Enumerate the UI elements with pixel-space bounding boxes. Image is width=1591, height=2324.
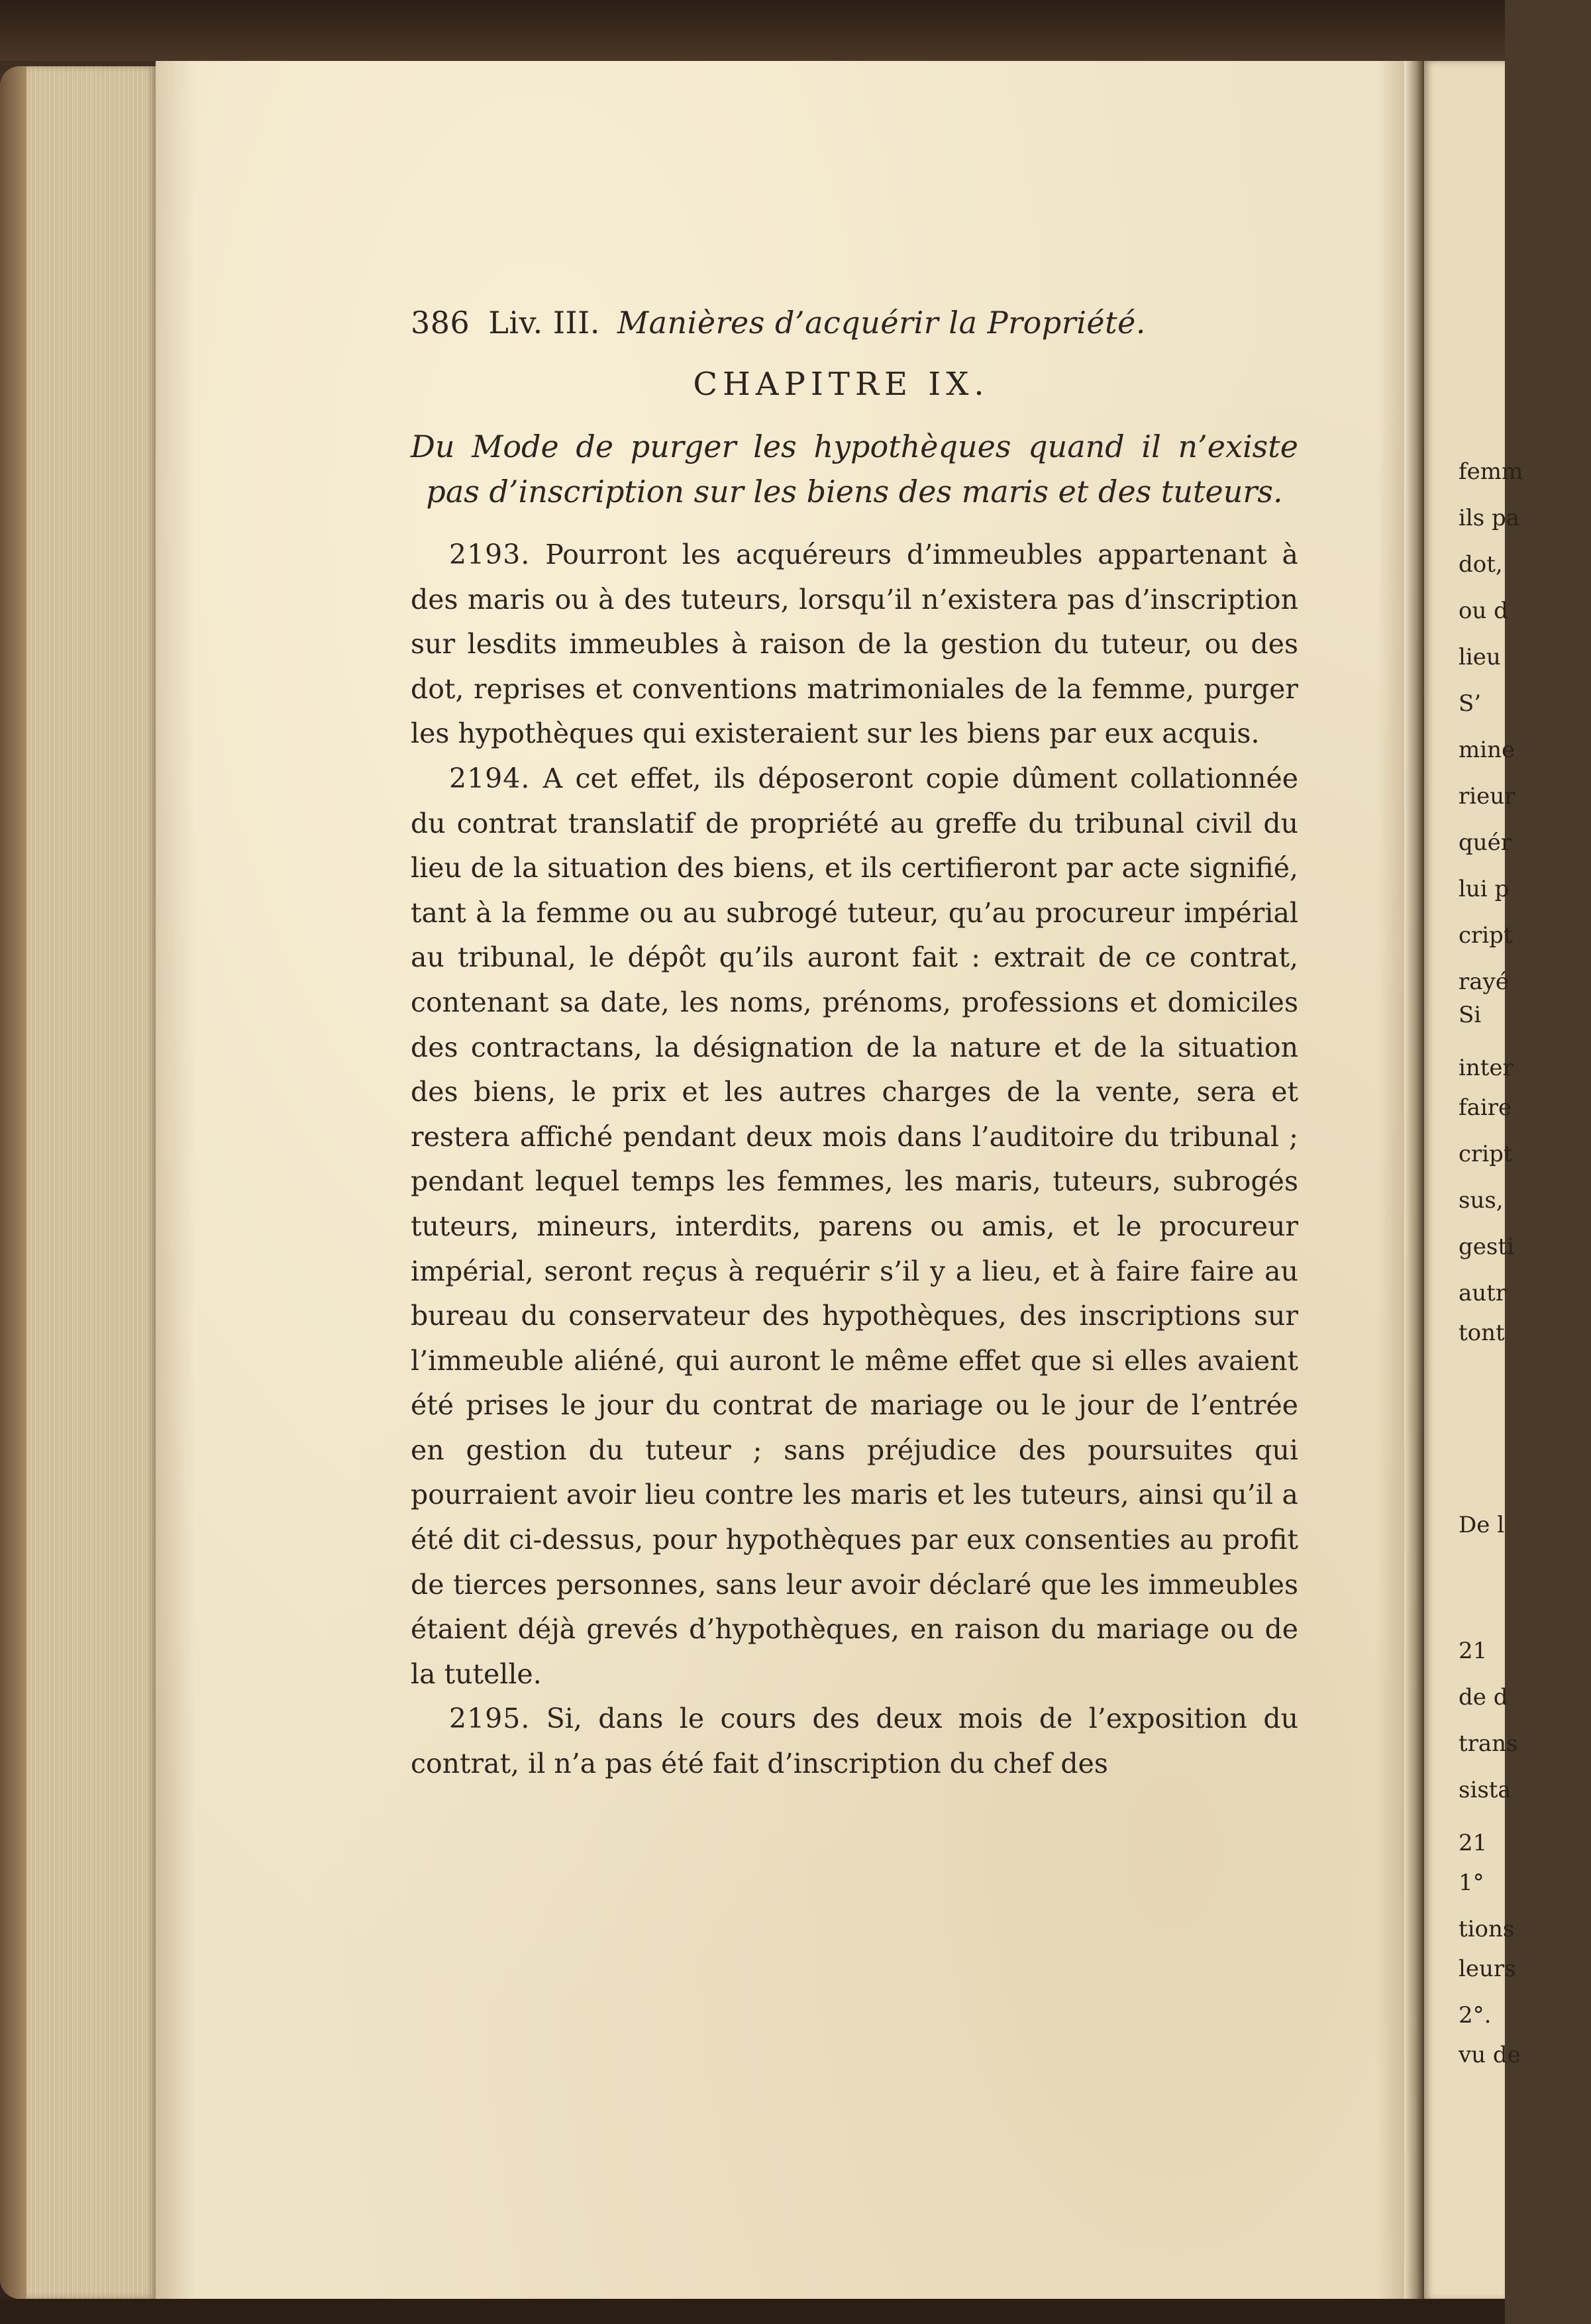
facing-page-fragment: lui p — [1459, 876, 1510, 902]
article-2195 — [411, 1697, 1298, 1786]
text-block — [411, 305, 1298, 1787]
facing-page-fragment: lieu — [1459, 644, 1501, 670]
gutter-shadow — [1404, 61, 1424, 2300]
article-2194 — [411, 757, 1298, 1697]
background-bottom — [0, 2299, 1505, 2324]
article-number: 2194. — [449, 762, 531, 794]
facing-page-fragment: 21 — [1459, 1830, 1488, 1856]
background-top — [0, 0, 1505, 61]
book-label: Liv. III. — [488, 305, 600, 341]
facing-page-fragment: rieur — [1459, 783, 1515, 810]
article-text: Pourront les acquéreurs d’immeubles appartenant à des maris ou à des tuteurs, lorsqu’il n’existera pas d’inscription sur lesdits immeubles à raison de la gestion du tuteur, ou des dot, reprises et conventions matrimoniales de la femme, purger les hypothèques qui existeraient sur les biens par eux acquis. — [411, 539, 1298, 750]
facing-page-fragment: tions — [1459, 1916, 1515, 1942]
facing-page-fragment: gesti — [1459, 1234, 1514, 1260]
facing-page-fragment: 1° — [1459, 1870, 1484, 1896]
page-number: 386 — [411, 305, 470, 341]
book-spine-edge — [0, 66, 26, 2299]
facing-page-fragment: ou d — [1459, 598, 1508, 624]
facing-page-fragment: cript — [1459, 1141, 1513, 1167]
article-text: A cet effet, ils déposeront copie dûment collationnée du contrat translatif de propriété au greffe du tribunal civil du lieu de la situation des biens, et ils certifieront par acte signifié, tant à la femme ou au subrogé tuteur, qu’au procureur impérial au tribunal, le dépôt qu’ils auront fait : extrait de ce contrat, contenant sa date, les noms, prénoms, professions et domiciles des contractans, la désignation de la nature et de la situation des biens, le prix et les autres charges de la vente, sera et restera affiché pendant deux mois dans l’auditoire du tribunal ; pendant lequel temps les femmes, les maris, tuteurs, subrogés tuteurs, mineurs, interdits, parens ou amis, et le procureur impérial, seront reçus à requérir s’il y a lieu, et à faire faire au bureau du conservateur des hypothèques, des inscriptions sur l’immeuble aliéné, qui auront le même effet que si elles avaient été prises le jour du contrat de mariage ou le jour de l’entrée en gestion du tuteur ; sans préjudice des poursuites qui pourraient avoir lieu contre les maris et les tuteurs, ainsi qu’il a été dit ci-dessus, pour hypothèques par eux consenties au profit de tierces personnes, sans leur avoir déclaré que les immeubles étaient déjà grevés d’hypothèques, en raison du mariage ou de la tutelle. — [411, 762, 1298, 1690]
facing-page-fragment: cript — [1459, 922, 1513, 949]
facing-page-fragment: dot, — [1459, 551, 1503, 578]
facing-page-fragment: tont — [1459, 1320, 1505, 1346]
running-head — [411, 305, 1298, 341]
facing-page-fragment: autr — [1459, 1280, 1507, 1306]
article-number: 2193. — [449, 539, 531, 570]
article-2193 — [411, 533, 1298, 757]
facing-page-fragment: trans — [1459, 1730, 1518, 1757]
facing-page — [1424, 61, 1523, 2300]
article-text: Si, dans le cours des deux mois de l’exposition du contrat, il n’a pas été fait d’inscription du chef des — [411, 1703, 1298, 1780]
chapter-subtitle: Du Mode de purger les hypothèques quand il n’existe pas d’inscription sur les biens des maris et des tuteurs. — [411, 429, 1298, 509]
facing-page-fragment: vu de — [1459, 2042, 1521, 2068]
facing-page-fragment: de d — [1459, 1684, 1508, 1711]
facing-page-fragment: De l — [1459, 1512, 1505, 1538]
facing-page-fragment: leurs — [1459, 1956, 1516, 1982]
running-title: Manières d’acquérir la Propriété. — [617, 305, 1146, 341]
facing-page-fragment: Si — [1459, 1002, 1482, 1028]
facing-page-fragment: rayé — [1459, 969, 1509, 995]
facing-page-fragment: sus, — [1459, 1187, 1504, 1214]
chapter-title: CHAPITRE IX. — [693, 366, 990, 403]
facing-page-fragment: faire — [1459, 1094, 1512, 1121]
facing-page-fragment: femm — [1459, 458, 1523, 485]
facing-page-fragment: quér — [1459, 829, 1512, 856]
facing-page-fragment: inter — [1459, 1055, 1514, 1081]
facing-page-fragment: sista — [1459, 1777, 1512, 1803]
page-edge-shadow — [1378, 61, 1404, 2300]
facing-page-fragment: S’ — [1459, 690, 1482, 717]
article-number: 2195. — [449, 1703, 531, 1735]
facing-page-fragment: ils pa — [1459, 505, 1520, 531]
facing-page-fragment: 21 — [1459, 1638, 1488, 1664]
facing-page-fragment: mine — [1459, 737, 1515, 763]
facing-page-fragment: 2°. — [1459, 2002, 1492, 2029]
